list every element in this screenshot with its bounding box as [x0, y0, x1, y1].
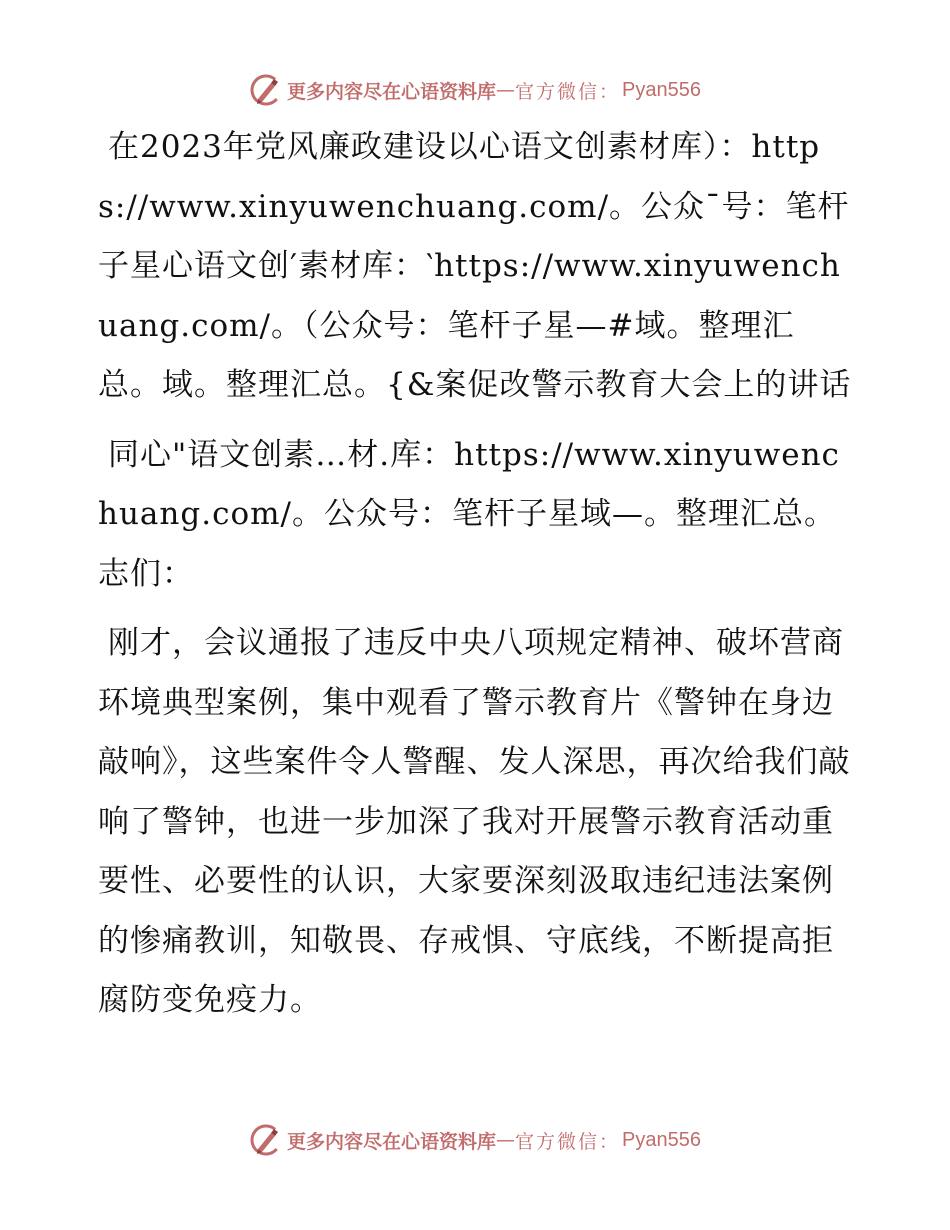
paragraph-intro: 在2023年党风廉政建设以心语文创素材库）：https://www.xinyuwenchuang.com/。公众¯号：笔杆子星心语文创′素材库：‵https://www.xinyuwenchuang.com/。（公众号：笔杆子星—#域。整理汇总。域。整理汇总。{&案促改警示教育大会上的讲话	[98, 129, 852, 403]
pen-logo-icon	[249, 73, 283, 107]
banner-separator: —	[496, 1129, 516, 1151]
footer-banner	[0, 1120, 950, 1160]
banner-wechat-id: Pyan556	[622, 1128, 701, 1151]
header-banner	[0, 70, 950, 110]
banner-brand-text: 更多内容尽在心语资料库	[287, 1130, 497, 1153]
banner-wechat-id: Pyan556	[622, 78, 701, 101]
pen-logo-icon	[249, 1123, 283, 1157]
banner-separator: —	[496, 79, 516, 101]
document-body	[98, 118, 858, 1041]
paragraph-main: 刚才，会议通报了违反中央八项规定精神、破坏营商环境典型案例，集中观看了警示教育片《警钟在身边敲响》，这些案件令人警醒、发人深思，再次给我们敲响了警钟，也进一步加深了我对开展警示教育活动重要性、必要性的认识，大家要深刻汲取违纪违法案例的惨痛教训，知敬畏、存戒惧、守底线，不断提高拒腐防变免疫力。	[98, 625, 851, 1018]
banner-wechat-label: 官方微信：	[515, 80, 621, 103]
banner-brand-text: 更多内容尽在心语资料库	[287, 80, 497, 103]
paragraph-greeting: 同心"语文创素…材.库：https://www.xinyuwenchuang.com/。公众号：笔杆子星域—。整理汇总。志们：	[98, 436, 840, 592]
banner-wechat-label: 官方微信：	[515, 1130, 621, 1153]
